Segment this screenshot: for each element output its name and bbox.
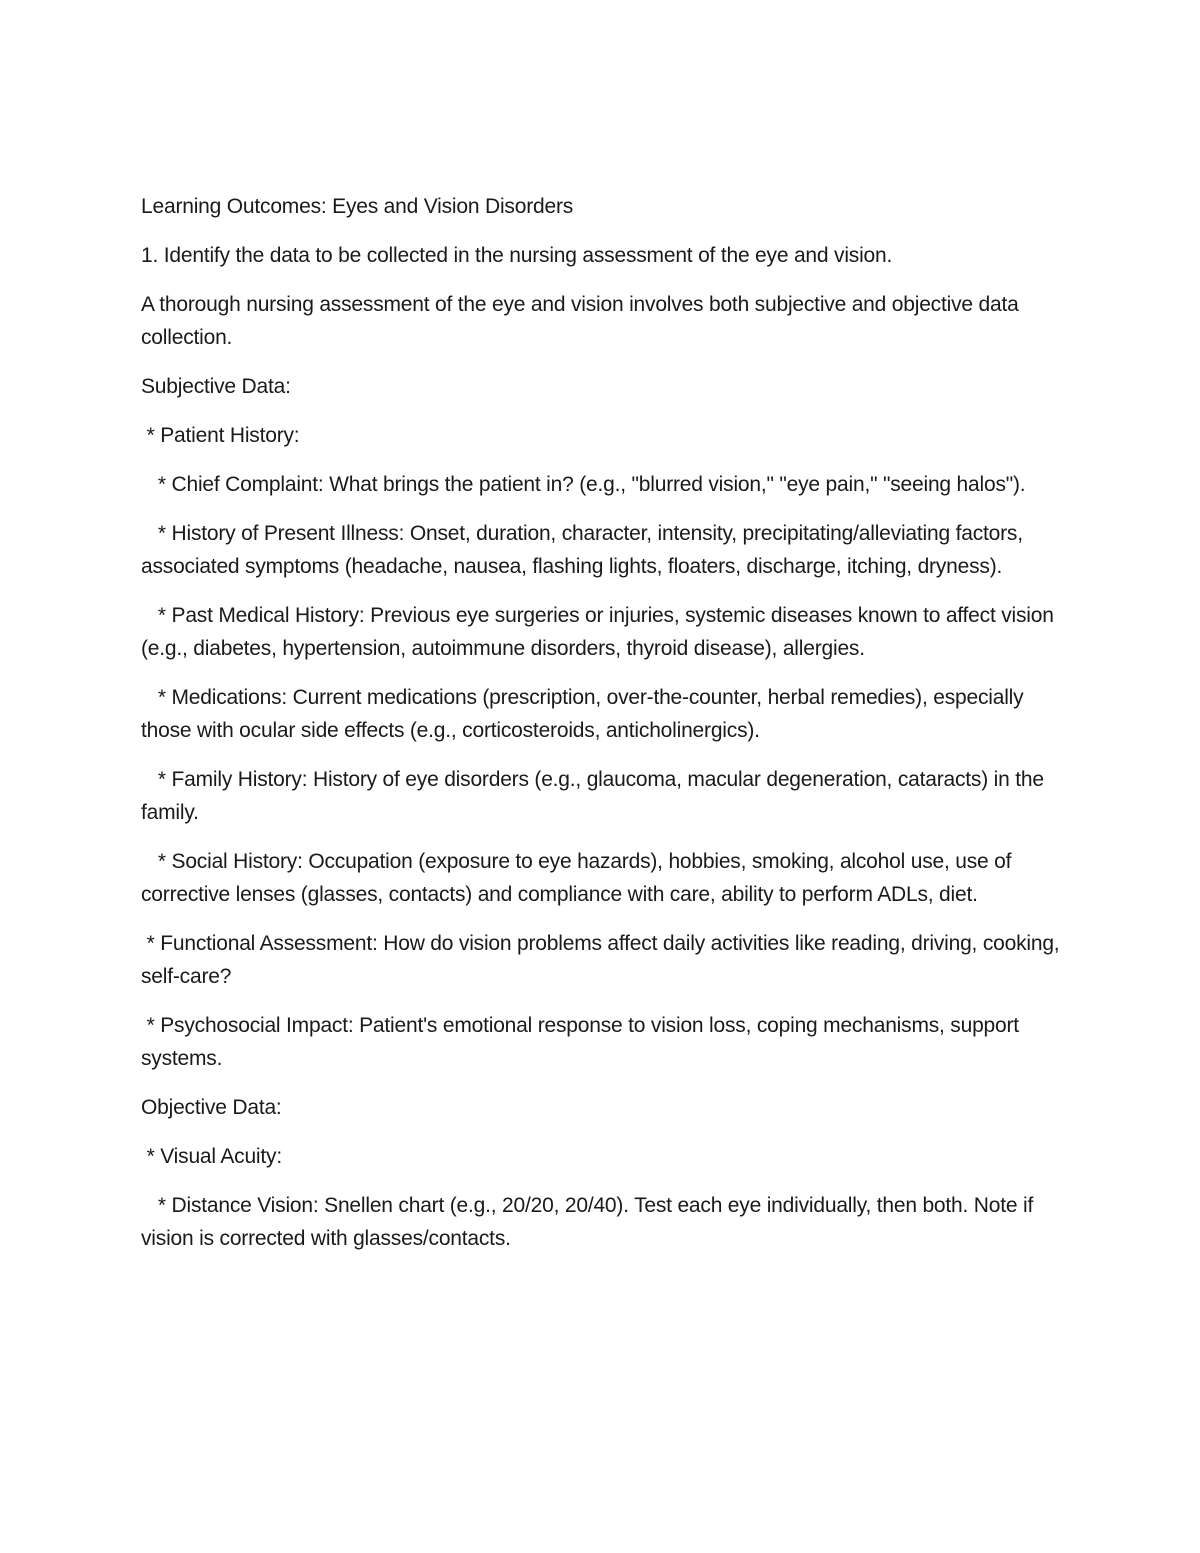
list-item-chief-complaint: * Chief Complaint: What brings the patient in? (e.g., "blurred vision," "eye pain," "seeing halos"). <box>141 473 1026 496</box>
document-title: Learning Outcomes: Eyes and Vision Disorders <box>141 195 574 218</box>
document-body <box>141 190 1066 1271</box>
list-item-family-history: * Family History: History of eye disorders (e.g., glaucoma, macular degeneration, cataracts) in the family. <box>141 768 1050 824</box>
section-heading-objective: Objective Data: <box>141 1096 282 1119</box>
list-item-present-illness: * History of Present Illness: Onset, duration, character, intensity, precipitating/alleviating factors, associated symptoms (headache, nausea, flashing lights, floaters, discharge, itching, dryness). <box>141 522 1029 578</box>
list-item-patient-history: * Patient History: <box>141 424 300 447</box>
list-item-social-history: * Social History: Occupation (exposure to eye hazards), hobbies, smoking, alcohol use, use of corrective lenses (glasses, contacts) and compliance with care, ability to perform ADLs, diet. <box>141 850 1017 906</box>
learning-outcome-1: 1. Identify the data to be collected in the nursing assessment of the eye and vision. <box>141 244 893 267</box>
list-item-psychosocial-impact: * Psychosocial Impact: Patient's emotional response to vision loss, coping mechanisms, support systems. <box>141 1014 1025 1070</box>
list-item-distance-vision: * Distance Vision: Snellen chart (e.g., 20/20, 20/40). Test each eye individually, then both. Note if vision is corrected with glasses/contacts. <box>141 1194 1039 1250</box>
list-item-medications: * Medications: Current medications (prescription, over-the-counter, herbal remedies), especially those with ocular side effects (e.g., corticosteroids, anticholinergics). <box>141 686 1030 742</box>
list-item-functional-assessment: * Functional Assessment: How do vision problems affect daily activities like reading, driving, cooking, self-care? <box>141 932 1066 988</box>
section-heading-subjective: Subjective Data: <box>141 375 291 398</box>
list-item-past-medical-history: * Past Medical History: Previous eye surgeries or injuries, systemic diseases known to affect vision (e.g., diabetes, hypertension, autoimmune disorders, thyroid disease), allergies. <box>141 604 1060 660</box>
list-item-visual-acuity: * Visual Acuity: <box>141 1145 282 1168</box>
intro-paragraph: A thorough nursing assessment of the eye and vision involves both subjective and objective data collection. <box>141 293 1025 349</box>
